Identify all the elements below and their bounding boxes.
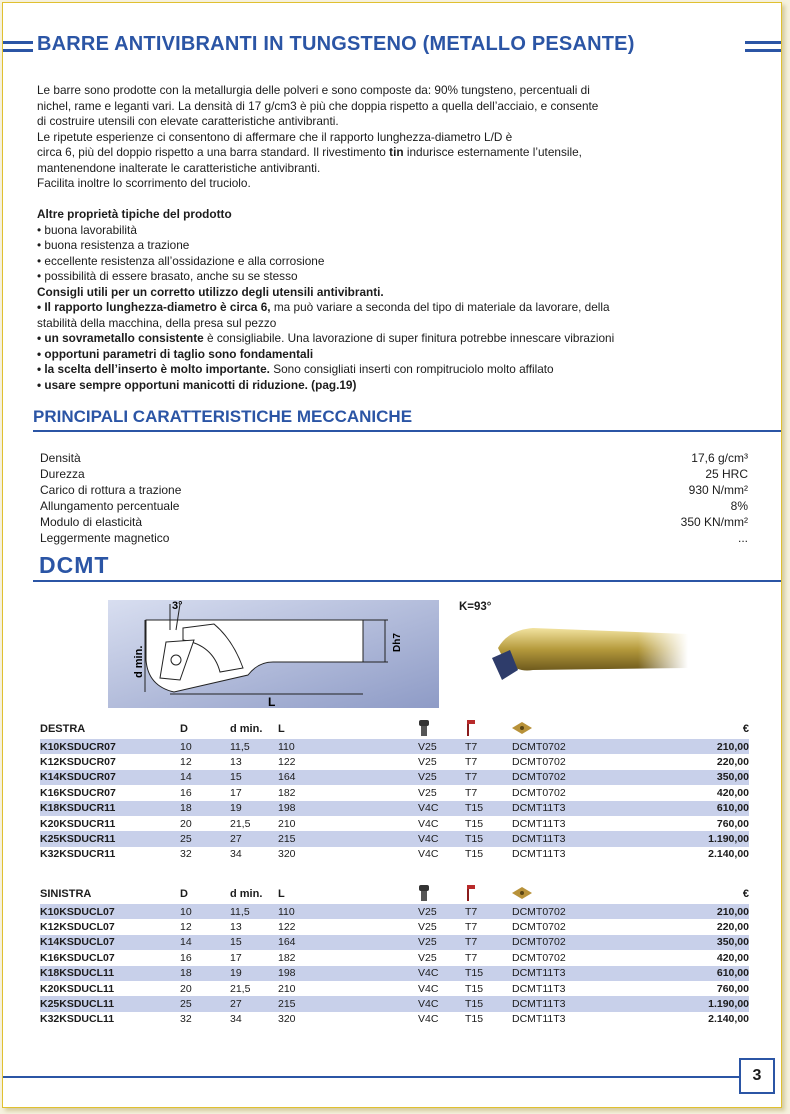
diameter: 10 xyxy=(180,739,230,754)
price: 1.190,00 xyxy=(662,831,749,846)
intro-line: Le ripetute esperienze ci consentono di affermare che il rapporto lunghezza-diametro L/D è xyxy=(37,129,513,144)
property-row xyxy=(40,498,748,514)
table-row xyxy=(40,904,749,919)
insert-code: DCMT0702 xyxy=(512,786,566,799)
min-diameter: 19 xyxy=(230,801,278,816)
screw-icon xyxy=(418,885,430,901)
property-item: • buona resistenza a trazione xyxy=(37,238,190,252)
property-label: Carico di rottura a trazione xyxy=(40,483,182,497)
product-code: K10KSDUCL07 xyxy=(40,904,180,919)
price: 760,00 xyxy=(716,817,749,830)
insert-code: DCMT0702 xyxy=(512,770,662,785)
property-value: ... xyxy=(737,531,748,545)
table-header xyxy=(40,719,749,739)
product-code: K25KSDUCR11 xyxy=(40,831,180,846)
length-label: L xyxy=(268,695,276,708)
insert-code: DCMT0702 xyxy=(512,935,662,950)
key-icon xyxy=(465,885,477,901)
page-title: BARRE ANTIVIBRANTI IN TUNGSTENO (METALLO PESANTE) xyxy=(37,33,635,55)
product-code: K32KSDUCR11 xyxy=(40,848,116,861)
min-diameter: 17 xyxy=(230,786,242,799)
header-d: D xyxy=(180,888,188,900)
insert-code: DCMT0702 xyxy=(512,951,566,964)
price: 220,00 xyxy=(716,756,749,769)
screw-code: V25 xyxy=(418,756,437,769)
advice-item xyxy=(37,362,737,378)
diameter: 20 xyxy=(180,817,192,830)
insert-code: DCMT11T3 xyxy=(512,996,662,1011)
header-decoration-right xyxy=(745,41,781,52)
length: 198 xyxy=(278,801,418,816)
table-destra xyxy=(40,719,749,862)
property-label: Densità xyxy=(40,451,81,465)
advice-text: è consigliabile. Una lavorazione di super finitura potrebbe innescare vibrazioni xyxy=(203,331,615,345)
insert-icon xyxy=(512,887,532,899)
product-code: K18KSDUCR11 xyxy=(40,801,180,816)
key-code: T7 xyxy=(465,935,512,950)
diameter: 16 xyxy=(180,951,192,964)
property-item: • eccellente resistenza all’ossidazione e alla corrosione xyxy=(37,253,325,268)
header-decoration-left xyxy=(3,41,33,52)
advice-heading: Consigli utili per un corretto utilizzo degli utensili antivibranti. xyxy=(37,284,384,299)
insert-code: DCMT0702 xyxy=(512,739,662,754)
length: 182 xyxy=(278,786,296,799)
section-divider xyxy=(33,580,781,582)
min-diameter: 21,5 xyxy=(230,817,251,830)
properties-section xyxy=(37,207,737,393)
header-currency: € xyxy=(742,888,749,900)
property-row xyxy=(40,482,748,498)
price: 610,00 xyxy=(662,966,749,981)
property-item: • buona lavorabilità xyxy=(37,222,137,237)
min-diameter: 27 xyxy=(230,996,278,1011)
key-code: T15 xyxy=(465,966,512,981)
advice-text: Sono consigliati inserti con rompitruciolo molto affilato xyxy=(269,362,554,376)
intro-line: nichel, rame e leganti vari. La densità di 17 g/cm3 è più che doppia rispetto a quella dell’acciaio, e consente xyxy=(37,98,599,113)
product-code: K18KSDUCL11 xyxy=(40,966,180,981)
diameter: 25 xyxy=(180,996,230,1011)
min-diameter: 17 xyxy=(230,951,242,964)
property-label: Durezza xyxy=(40,467,85,481)
length: 122 xyxy=(278,756,296,769)
key-code: T7 xyxy=(465,756,478,769)
screw-code: V25 xyxy=(418,951,437,964)
min-diameter: 13 xyxy=(230,756,242,769)
price: 350,00 xyxy=(662,770,749,785)
header-l: L xyxy=(278,723,285,735)
advice-bold: • Il rapporto lunghezza-diametro è circa 6, xyxy=(37,300,271,314)
key-code: T15 xyxy=(465,817,484,830)
table-row xyxy=(40,1012,749,1027)
advice-bold: • la scelta dell’inserto è molto importante. xyxy=(37,362,270,376)
catalog-page xyxy=(2,2,782,1108)
screw-code: V25 xyxy=(418,921,437,934)
property-value: 25 HRC xyxy=(705,467,748,481)
diameter: 32 xyxy=(180,848,192,861)
length: 320 xyxy=(278,848,296,861)
section-divider xyxy=(33,430,781,432)
price: 2.140,00 xyxy=(708,1013,749,1026)
product-code: K25KSDUCL11 xyxy=(40,996,180,1011)
key-code: T15 xyxy=(465,1013,484,1026)
insert-code: DCMT11T3 xyxy=(512,982,566,995)
diameter: 18 xyxy=(180,801,230,816)
property-label: Modulo di elasticità xyxy=(40,515,143,529)
header-screw xyxy=(418,884,465,904)
length: 164 xyxy=(278,935,418,950)
min-diameter: 11,5 xyxy=(230,739,278,754)
screw-code: V25 xyxy=(418,770,465,785)
key-code: T15 xyxy=(465,831,512,846)
length: 215 xyxy=(278,996,418,1011)
intro-paragraph xyxy=(37,83,727,192)
table-row xyxy=(40,847,749,862)
product-code: K16KSDUCL07 xyxy=(40,951,115,964)
length: 182 xyxy=(278,951,296,964)
min-diameter: 21,5 xyxy=(230,982,251,995)
property-value: 930 N/mm² xyxy=(688,483,748,497)
advice-item-continuation: stabilità della macchina, della presa sul pezzo xyxy=(37,315,277,330)
product-code: K12KSDUCL07 xyxy=(40,921,115,934)
insert-code: DCMT0702 xyxy=(512,904,662,919)
price: 210,00 xyxy=(662,904,749,919)
length: 110 xyxy=(278,904,418,919)
table-row xyxy=(40,996,749,1011)
tool-photo xyxy=(488,618,688,698)
insert-code: DCMT11T3 xyxy=(512,817,566,830)
intro-line: Le barre sono prodotte con la metallurgia delle polveri e sono composte da: 90% tungsteno, percentuali di xyxy=(37,83,590,97)
price: 1.190,00 xyxy=(662,996,749,1011)
insert-code: DCMT11T3 xyxy=(512,831,662,846)
advice-bold: • un sovrametallo consistente xyxy=(37,331,204,345)
property-value: 350 KN/mm² xyxy=(680,515,748,529)
key-code: T15 xyxy=(465,996,512,1011)
table-row xyxy=(40,919,749,934)
product-code: K14KSDUCL07 xyxy=(40,935,180,950)
tool-dimension-diagram xyxy=(108,600,439,708)
page-number: 3 xyxy=(739,1058,775,1094)
header-screw xyxy=(418,719,465,739)
price: 420,00 xyxy=(716,786,749,799)
intro-bold-text: tin xyxy=(389,145,404,159)
diameter: 14 xyxy=(180,770,230,785)
property-row xyxy=(40,514,748,530)
intro-text: circa 6, più del doppio rispetto a una barra standard. Il rivestimento xyxy=(37,145,390,159)
intro-text: indurisce esternamente l’utensile, xyxy=(403,145,582,159)
product-code: K32KSDUCL11 xyxy=(40,1013,115,1026)
screw-code: V4C xyxy=(418,801,465,816)
length: 215 xyxy=(278,831,418,846)
header-l: L xyxy=(278,888,285,900)
property-item: • possibilità di essere brasato, anche su se stesso xyxy=(37,269,298,283)
length: 210 xyxy=(278,817,296,830)
screw-code: V4C xyxy=(418,831,465,846)
diameter: 14 xyxy=(180,935,230,950)
advice-item xyxy=(37,300,737,316)
table-row xyxy=(40,935,749,950)
screw-code: V25 xyxy=(418,739,465,754)
screw-code: V4C xyxy=(418,1013,439,1026)
intro-line: di costruire utensili con elevate caratteristiche antivibranti. xyxy=(37,114,339,128)
advice-text: ma può variare a seconda del tipo di materiale da lavorare, della xyxy=(270,300,610,314)
diameter: 12 xyxy=(180,756,192,769)
page-header xyxy=(3,31,781,61)
price: 760,00 xyxy=(716,982,749,995)
key-code: T7 xyxy=(465,770,512,785)
diameter: 20 xyxy=(180,982,192,995)
property-row xyxy=(40,450,748,466)
intro-line: mantenendone inalterate le caratteristiche antivibranti. xyxy=(37,160,321,175)
insert-icon xyxy=(512,722,532,734)
screw-code: V25 xyxy=(418,904,465,919)
length: 110 xyxy=(278,739,418,754)
insert-code: DCMT11T3 xyxy=(512,966,662,981)
table-row xyxy=(40,981,749,996)
table-row xyxy=(40,785,749,800)
diameter: 12 xyxy=(180,921,192,934)
key-code: T7 xyxy=(465,904,512,919)
table-row xyxy=(40,801,749,816)
header-code: DESTRA xyxy=(40,723,86,735)
screw-code: V4C xyxy=(418,996,465,1011)
advice-item xyxy=(37,331,737,347)
table-row xyxy=(40,831,749,846)
length: 164 xyxy=(278,770,418,785)
screw-code: V4C xyxy=(418,966,465,981)
key-code: T7 xyxy=(465,951,478,964)
diameter: 32 xyxy=(180,1013,192,1026)
price: 220,00 xyxy=(716,921,749,934)
dmin-label: d min. xyxy=(133,645,145,678)
diameter: 10 xyxy=(180,904,230,919)
price: 420,00 xyxy=(716,951,749,964)
diameter: 18 xyxy=(180,966,230,981)
table-row xyxy=(40,966,749,981)
insert-code: DCMT11T3 xyxy=(512,848,566,861)
table-row xyxy=(40,816,749,831)
min-diameter: 34 xyxy=(230,848,242,861)
product-code: K16KSDUCR07 xyxy=(40,786,116,799)
min-diameter: 15 xyxy=(230,770,278,785)
length: 198 xyxy=(278,966,418,981)
price: 350,00 xyxy=(662,935,749,950)
header-insert xyxy=(512,884,662,904)
key-code: T15 xyxy=(465,848,484,861)
advice-bold: • opportuni parametri di taglio sono fondamentali xyxy=(37,346,314,361)
length: 122 xyxy=(278,921,296,934)
screw-code: V4C xyxy=(418,817,439,830)
min-diameter: 19 xyxy=(230,966,278,981)
product-heading: DCMT xyxy=(39,552,110,578)
header-dmin: d min. xyxy=(230,723,263,735)
product-code: K14KSDUCR07 xyxy=(40,770,180,785)
key-icon xyxy=(465,720,477,736)
header-insert xyxy=(512,719,662,739)
angle-label: 3° xyxy=(172,600,183,612)
properties-heading: Altre proprietà tipiche del prodotto xyxy=(37,207,232,221)
diameter: 16 xyxy=(180,786,192,799)
table-row xyxy=(40,739,749,754)
header-code: SINISTRA xyxy=(40,888,92,900)
property-label: Allungamento percentuale xyxy=(40,499,180,513)
advice-item xyxy=(37,347,737,363)
intro-line: Facilita inoltre lo scorrimento del truciolo. xyxy=(37,176,251,190)
min-diameter: 13 xyxy=(230,921,242,934)
price: 610,00 xyxy=(662,801,749,816)
min-diameter: 15 xyxy=(230,935,278,950)
product-code: K10KSDUCR07 xyxy=(40,739,180,754)
screw-code: V4C xyxy=(418,848,439,861)
product-code: K12KSDUCR07 xyxy=(40,756,116,769)
property-row xyxy=(40,530,748,546)
length: 210 xyxy=(278,982,296,995)
photo-fade xyxy=(638,628,688,678)
mechanical-heading: PRINCIPALI CARATTERISTICHE MECCANICHE xyxy=(33,407,413,426)
key-code: T7 xyxy=(465,786,478,799)
insert-code: DCMT11T3 xyxy=(512,1013,566,1026)
approach-angle-label: K=93° xyxy=(459,601,492,613)
dh7-label: Dh7 xyxy=(392,633,403,652)
insert-code: DCMT0702 xyxy=(512,921,566,934)
product-code: K20KSDUCR11 xyxy=(40,817,116,830)
property-value: 8% xyxy=(730,499,748,513)
table-row xyxy=(40,754,749,769)
property-label: Leggermente magnetico xyxy=(40,531,170,545)
property-value: 17,6 g/cm³ xyxy=(691,451,748,465)
key-code: T7 xyxy=(465,921,478,934)
table-row xyxy=(40,770,749,785)
min-diameter: 34 xyxy=(230,1013,242,1026)
intro-line xyxy=(37,145,727,161)
key-code: T15 xyxy=(465,982,484,995)
length: 320 xyxy=(278,1013,296,1026)
mechanical-properties xyxy=(40,450,748,546)
screw-code: V25 xyxy=(418,786,437,799)
product-code: K20KSDUCL11 xyxy=(40,982,115,995)
advice-bold: • usare sempre opportuni manicotti di riduzione. (pag.19) xyxy=(37,377,357,392)
screw-code: V4C xyxy=(418,982,439,995)
insert-screw-hole xyxy=(171,655,181,665)
header-currency: € xyxy=(742,723,749,735)
table-row xyxy=(40,950,749,965)
min-diameter: 27 xyxy=(230,831,278,846)
min-diameter: 11,5 xyxy=(230,904,278,919)
header-dmin: d min. xyxy=(230,888,263,900)
key-code: T15 xyxy=(465,801,512,816)
header-key xyxy=(465,719,512,739)
screw-icon xyxy=(418,720,430,736)
insert-code: DCMT11T3 xyxy=(512,801,662,816)
table-sinistra xyxy=(40,884,749,1027)
insert-code: DCMT0702 xyxy=(512,756,566,769)
price: 210,00 xyxy=(662,739,749,754)
header-key xyxy=(465,884,512,904)
header-d: D xyxy=(180,723,188,735)
diameter: 25 xyxy=(180,831,230,846)
key-code: T7 xyxy=(465,739,512,754)
footer-rule xyxy=(3,1076,739,1078)
table-header xyxy=(40,884,749,904)
screw-code: V25 xyxy=(418,935,465,950)
price: 2.140,00 xyxy=(708,848,749,861)
advice-item xyxy=(37,378,737,394)
property-row xyxy=(40,466,748,482)
